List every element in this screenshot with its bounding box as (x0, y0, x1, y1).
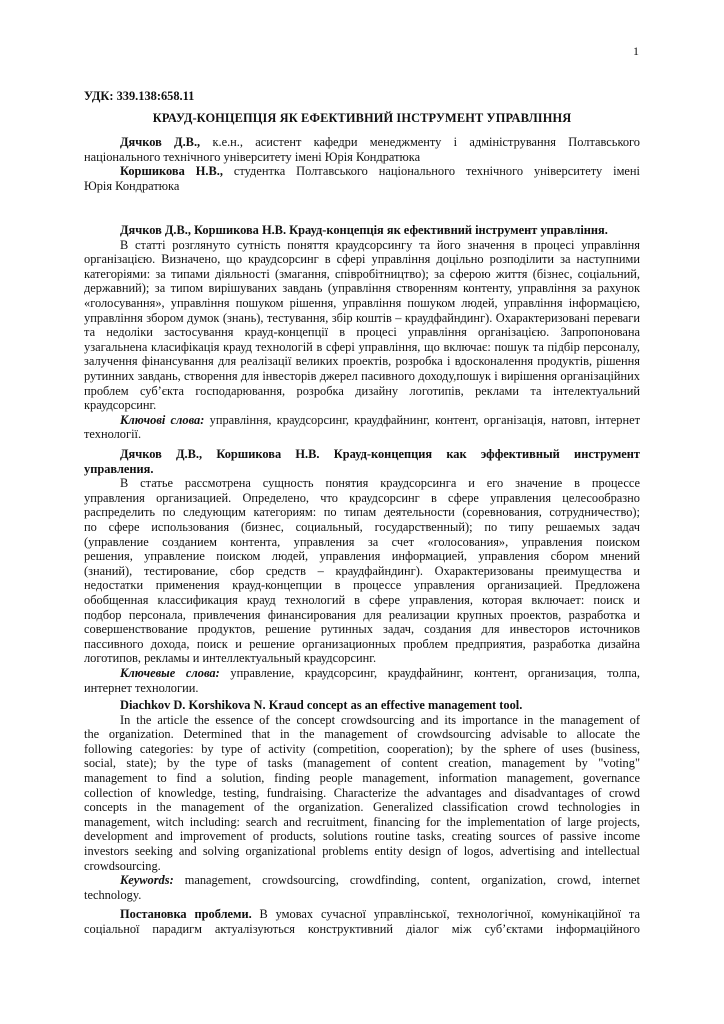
abstract-ru-keywords-cont: интернет технологии. (84, 680, 199, 695)
keywords-label: Ключові слова: (120, 412, 205, 427)
abstract-ru (84, 447, 640, 695)
keywords-text: management, crowdsourcing, crowdfinding, content, organization, crowd, internet (173, 873, 640, 888)
author2-name: Коршикова Н.В., (120, 164, 223, 179)
udk-code: УДК: 339.138:658.11 (84, 89, 195, 103)
abstract-ru-line: распределить по следующим категориям: по типам деятельности (соревнования, сотрудничество); (84, 505, 640, 520)
abstract-ru-keywords (84, 666, 640, 681)
author1-name: Дячков Д.В., (120, 135, 201, 149)
abstract-en-line: management, witch including: search and recruitment, financing for the implementation of large projects, (84, 814, 640, 829)
abstract-ru-line: (управление созданием контента, управления за счет «голосования», управления поиском (84, 534, 640, 549)
abstract-ua-line: та недоліки застосування крауд-концепції в процесі управління організацією. Запропонована (84, 325, 640, 340)
keywords-label: Ключевые слова: (120, 665, 220, 680)
abstract-ru-line: управления организацией. Определено, что краудсорсинг в сфере управления целесообразно (84, 490, 640, 505)
abstract-ru-line: по сфере использования (бизнес, социальный, государственный); по типу решаемых задач (84, 519, 640, 534)
problem-statement-line2: соціальної парадигм актуалізуються конструктивний діалог між суб’єктами інформаційного (84, 921, 640, 936)
abstract-ru-heading-cont: управления. (84, 461, 154, 476)
problem-statement-label: Постановка проблеми. (120, 907, 252, 921)
abstract-en-heading: Diachkov D. Korshikova N. Kraud concept as an effective management tool. (120, 698, 523, 712)
keywords-text: управление, краудсорсинг, краудфайнинг, контент, организация, толпа, (219, 665, 640, 680)
abstract-ua-line: управління збором думок (знань), тестування, збір коштів – краудфайндинг). Охарактеризовані переваги (84, 310, 640, 325)
abstract-ua-keywords (84, 413, 640, 428)
abstract-en (84, 698, 640, 902)
authors-block (84, 135, 640, 193)
page-number: 1 (633, 44, 639, 58)
abstract-ru-line: совершенствование продуктов, решение рутинных задач, создания для инвесторов источников (84, 622, 640, 637)
keywords-text: управління, краудсорсинг, краудфайнинг, контент, організація, натовп, інтернет (204, 412, 640, 427)
abstract-ua (84, 223, 640, 442)
problem-statement-text: В умовах сучасної управлінської, технологічної, комунікаційної та (251, 907, 640, 921)
abstract-ru-line: недостатки применения крауд-концепции в процессе управления организацией. Предложена (84, 578, 640, 593)
abstract-ua-heading: Дячков Д.В., Коршикова Н.В. Крауд-концепція як ефективний інструмент управління. (120, 223, 608, 237)
abstract-ua-line: узагальнена класифікація крауд технологій в сфері управління, що включає: пошук та підбір персоналу, (84, 339, 640, 354)
abstract-ua-line: рутинних завдань, створення для інвесторів джерел пасивного доходу,пошук і вирішення організаційних (84, 368, 640, 383)
abstract-ru-line: обобщенная классификация крауд технологий в сфере управления, которая включает: поиск и (84, 592, 640, 607)
abstract-ua-line: В статті розглянуто сутність поняття краудсорсингу та його значення в процесі управління (120, 237, 640, 252)
abstract-en-line: In the article the essence of the concept crowdsourcing and its importance in the management of (120, 712, 640, 727)
author2-line2: Юрія Кондратюка (84, 178, 180, 193)
problem-statement (84, 907, 640, 936)
abstract-ru-heading: Дячков Д.В., Коршикова Н.В. Крауд-концепция как эффективный инструмент (120, 447, 640, 461)
author1-affiliation: к.е.н., асистент кафедри менеджменту і адміністрування Полтавського (200, 135, 640, 149)
abstract-en-line: concepts in the management of the organization. Generalized classification crowd technologies in (84, 800, 640, 815)
abstract-ua-keywords-cont: технології. (84, 427, 142, 442)
author2-affiliation: студентка Полтавського національного технічного університету імені (222, 164, 640, 179)
abstract-ru-line: пассивного дохода, поиск и решение организационных проблем предприятия, разработка дизайна (84, 636, 640, 651)
author2-line1 (84, 164, 640, 179)
keywords-label: Keywords: (120, 873, 174, 888)
author1-line2: національного технічного університету імені Юрія Кондратюка (84, 149, 421, 164)
abstract-ru-line: подбор персонала, привлечения финансирования для реализации крупных проектов, разработка и (84, 607, 640, 622)
abstract-en-line: the organization. Determined that in the management of crowdsourcing advisable to allocate the (84, 727, 640, 742)
abstract-ua-line: проблем суб’єкта господарювання, розробка дизайну логотипів, реклами та інтелектуальний (84, 383, 640, 398)
abstract-en-keywords-cont: technology. (84, 887, 142, 902)
abstract-ru-line: (знаний), тестирование, сбор средств – краудфайндинг). Охарактеризованы преимущества и (84, 563, 640, 578)
abstract-en-line: social, state); by the type of tasks (management of content creation, management by "voting" (84, 756, 640, 771)
abstract-en-line: investors seeking and solving organizational problems entity design of logos, advertising and intellectual (84, 843, 640, 858)
abstract-ua-line: державний); за типом вирішуваних завдань (управління створенням контенту, управління за рахунок (84, 281, 640, 296)
abstract-ua-line: «голосування», управління пошуком рішення, управління пошуком людей, управління інформацією, (84, 295, 640, 310)
abstract-ua-line: залучення фінансування для реалізації великих проектів, розробка і вдосконалення продуктів, рішення (84, 354, 640, 369)
abstract-ru-line: В статье рассмотрена сущность понятия краудсорсинга и его значение в процессе (120, 476, 640, 491)
author1-line1 (84, 135, 640, 150)
abstract-ua-line: організацією. Визначено, що краудсорсинг в сфері управління доцільно розподілити за наступними (84, 252, 640, 267)
abstract-en-line: following categories: by type of activity (competition, cooperation); by the sphere of uses (business, (84, 741, 640, 756)
abstract-en-keywords (84, 873, 640, 888)
paper-title: КРАУД-КОНЦЕПЦІЯ ЯК ЕФЕКТИВНИЙ ІНСТРУМЕНТ УПРАВЛІННЯ (152, 111, 572, 125)
abstract-ua-line: категоріями: за типами діяльності (змагання, співробітництво); за сферою життя (бізнес, соціальний, (84, 266, 640, 281)
abstract-en-line: management to find a solution, finding people management, information management, governance (84, 770, 640, 785)
abstract-ua-line: краудсорсинг. (84, 398, 157, 413)
problem-statement-line1 (84, 907, 640, 922)
abstract-ru-line: решения, управление поиском людей, управления информацией, управления сбором мнений (84, 549, 640, 564)
abstract-en-line: collection of knowledge, testing, fundraising. Characterize the advantages and disadvantages of crowd (84, 785, 640, 800)
abstract-en-line: crowdsourcing. (84, 858, 161, 873)
abstract-en-line: development and improvement of products, solutions routine tasks, creating sources of passive income (84, 829, 640, 844)
abstract-ru-line: логотипов, рекламы и интеллектуальный краудсорсинг. (84, 651, 377, 666)
